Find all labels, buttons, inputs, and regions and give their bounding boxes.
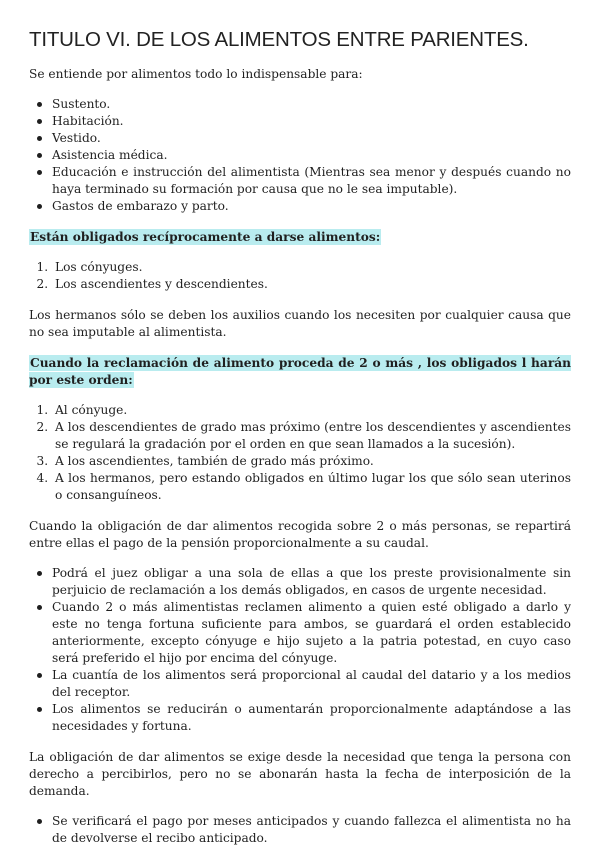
siblings-paragraph: Los hermanos sólo se deben los auxilios cuando los necesiten por cualquier causa que no sea imputable al alimentista.: [29, 308, 571, 339]
exigibility-paragraph: La obligación de dar alimentos se exige desde la necesidad que tenga la persona con derecho a percibirlos, pero no se abonarán hasta la fecha de interposición de la demanda.: [29, 750, 571, 798]
list-item: Habitación.: [52, 113, 571, 130]
obligated-list: [29, 259, 571, 293]
list-item: Asistencia médica.: [52, 147, 571, 164]
highlight-heading-1: [29, 229, 571, 246]
highlight-text: Cuando la reclamación de alimento proceda de 2 o más , los obligados l harán por este orden:: [29, 356, 571, 387]
highlight-heading-2: [29, 355, 571, 389]
highlight-text: Están obligados recíprocamente a darse alimentos:: [30, 230, 381, 244]
list-item: 2. A los descendientes de grado mas próximo (entre los descendientes y ascendientes se regulará la gradación por el orden en que sean llamados a la sucesión).: [52, 419, 571, 453]
list-item: Gastos de embarazo y parto.: [52, 198, 571, 215]
list-item: Vestido.: [52, 130, 571, 147]
list-item: Cuando 2 o más alimentistas reclamen alimento a quien esté obligado a darlo y este no tenga fortuna suficiente para ambos, se guardará el orden establecido anteriormente, excepto cónyuge e hijo sujeto a la patria potestad, en cuyo caso será preferido el hijo por encima del cónyuge.: [52, 600, 571, 665]
list-item: Sustento.: [52, 96, 571, 113]
list-item: Podrá el juez obligar a una sola de ellas a que los preste provisionalmente sin perjuicio de reclamación a los demás obligados, en casos de urgente necesidad.: [52, 566, 571, 597]
list-item: La cuantía de los alimentos será proporcional al caudal del datario y a los medios del receptor.: [52, 668, 571, 699]
payment-list: [29, 813, 571, 847]
needs-list: [29, 96, 571, 215]
list-item: Se verificará el pago por meses anticipados y cuando fallezca el alimentista no ha de devolverse el recibo anticipado.: [52, 814, 571, 845]
page-title: TITULO VI. DE LOS ALIMENTOS ENTRE PARIENTES.: [29, 28, 529, 51]
list-item: 1. Los cónyuges.: [52, 259, 571, 276]
shared-obligation-paragraph: Cuando la obligación de dar alimentos recogida sobre 2 o más personas, se repartirá entre ellas el pago de la pensión proporcionalmente a su caudal.: [29, 519, 571, 550]
list-item: 2. Los ascendientes y descendientes.: [52, 276, 571, 293]
list-item: 4. A los hermanos, pero estando obligados en último lugar los que sólo sean uterinos o consanguíneos.: [52, 470, 571, 504]
rules-list: [29, 565, 571, 735]
list-item: 1. Al cónyuge.: [52, 402, 571, 419]
order-list: [29, 402, 571, 504]
list-item: Los alimentos se reducirán o aumentarán proporcionalmente adaptándose a las necesidades y fortuna.: [52, 702, 571, 733]
list-item: 3. A los ascendientes, también de grado más próximo.: [52, 453, 571, 470]
intro-paragraph: Se entiende por alimentos todo lo indispensable para:: [29, 67, 363, 81]
list-item: Educación e instrucción del alimentista (Mientras sea menor y después cuando no haya terminado su formación por causa que no le sea imputable).: [52, 165, 571, 196]
